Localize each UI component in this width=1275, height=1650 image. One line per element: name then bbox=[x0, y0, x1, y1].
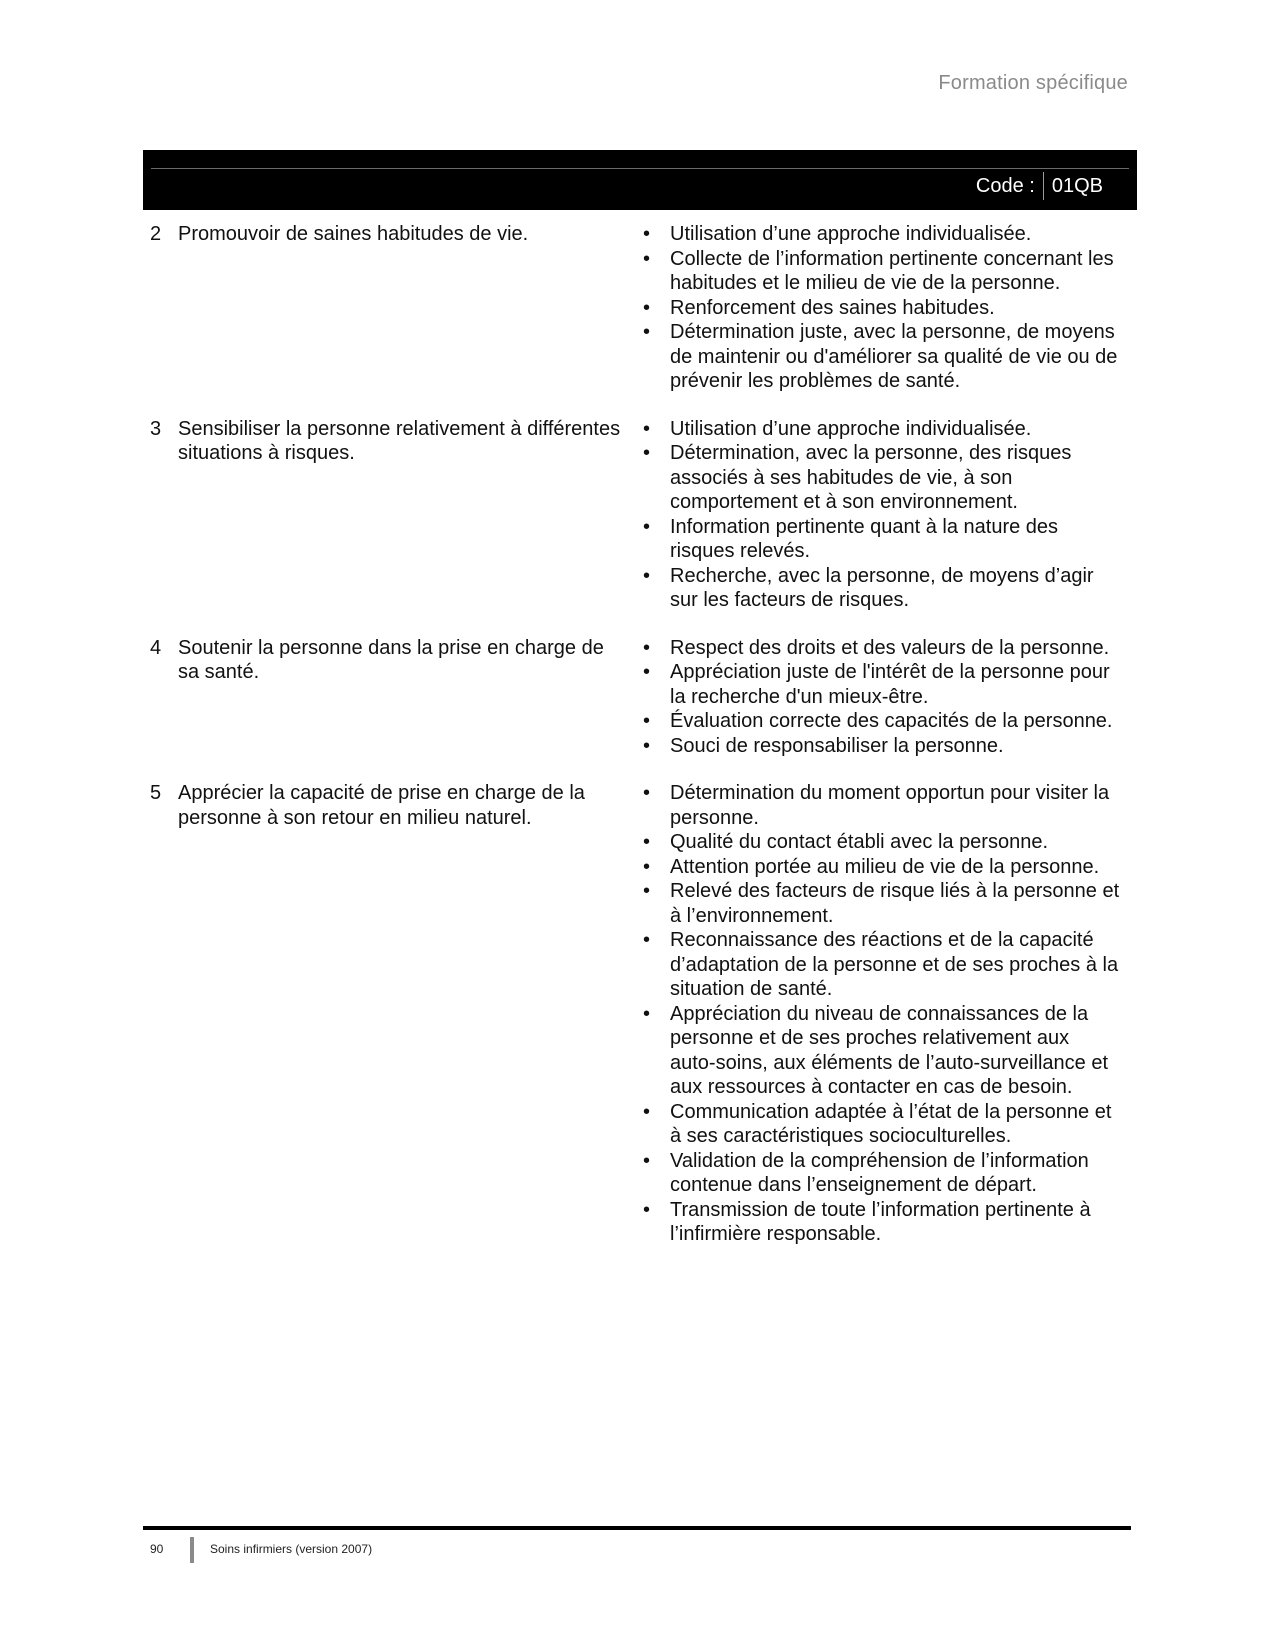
criteria-list bbox=[630, 781, 1120, 1247]
criteria-cell bbox=[630, 636, 1120, 759]
criteria-item: • Information pertinente quant à la nature des risques relevés. bbox=[630, 515, 1120, 564]
criteria-list bbox=[630, 222, 1120, 394]
criteria-item: • Reconnaissance des réactions et de la capacité d’adaptation de la personne et de ses proches à la situation de santé. bbox=[630, 928, 1120, 1002]
criteria-cell bbox=[630, 222, 1120, 394]
code-bar bbox=[143, 150, 1137, 210]
elements-criteria-table bbox=[150, 222, 1140, 1270]
element-cell bbox=[150, 781, 630, 1247]
criteria-item: • Détermination juste, avec la personne, de moyens de maintenir ou d'améliorer sa qualité de vie ou de prévenir les problèmes de santé. bbox=[630, 320, 1120, 394]
criteria-item: • Respect des droits et des valeurs de la personne. bbox=[630, 636, 1120, 661]
table-row bbox=[150, 781, 1140, 1247]
footer-rule bbox=[143, 1526, 1131, 1530]
criteria-item: • Recherche, avec la personne, de moyens d’agir sur les facteurs de risques. bbox=[630, 564, 1120, 613]
criteria-item: • Qualité du contact établi avec la personne. bbox=[630, 830, 1120, 855]
element-text: Sensibiliser la personne relativement à différentes situations à risques. bbox=[178, 417, 621, 464]
code-field bbox=[976, 170, 1109, 202]
criteria-item: • Utilisation d’une approche individualisée. bbox=[630, 222, 1120, 247]
element-cell bbox=[150, 222, 630, 394]
element-cell bbox=[150, 417, 630, 613]
element-cell bbox=[150, 636, 630, 759]
table-row bbox=[150, 222, 1140, 394]
criteria-item: • Détermination, avec la personne, des risques associés à ses habitudes de vie, à son comportement et à son environnement. bbox=[630, 441, 1120, 515]
criteria-item: • Appréciation juste de l'intérêt de la personne pour la recherche d'un mieux-être. bbox=[630, 660, 1120, 709]
criteria-item: • Utilisation d’une approche individualisée. bbox=[630, 417, 1120, 442]
criteria-cell bbox=[630, 417, 1120, 613]
page-header-title: Formation spécifique bbox=[938, 72, 1128, 94]
element-number: 5 bbox=[150, 782, 162, 804]
criteria-item: • Attention portée au milieu de vie de la personne. bbox=[630, 855, 1120, 880]
table-row bbox=[150, 417, 1140, 613]
criteria-item: • Transmission de toute l’information pertinente à l’infirmière responsable. bbox=[630, 1198, 1120, 1247]
element-text: Soutenir la personne dans la prise en charge de sa santé. bbox=[178, 636, 604, 683]
criteria-item: • Détermination du moment opportun pour visiter la personne. bbox=[630, 781, 1120, 830]
page-number: 90 bbox=[150, 1542, 164, 1556]
element-text: Apprécier la capacité de prise en charge de la personne à son retour en milieu naturel. bbox=[178, 782, 585, 829]
element-text: Promouvoir de saines habitudes de vie. bbox=[178, 223, 529, 245]
criteria-item: • Renforcement des saines habitudes. bbox=[630, 296, 1120, 321]
code-bar-divider bbox=[151, 168, 1129, 169]
code-value: 01QB bbox=[1043, 172, 1109, 200]
code-label: Code : bbox=[975, 174, 1035, 197]
criteria-item: • Souci de responsabiliser la personne. bbox=[630, 734, 1120, 759]
criteria-item: • Communication adaptée à l’état de la personne et à ses caractéristiques socioculturelles. bbox=[630, 1100, 1120, 1149]
criteria-cell bbox=[630, 781, 1120, 1247]
criteria-item: • Évaluation correcte des capacités de la personne. bbox=[630, 709, 1120, 734]
criteria-item: • Relevé des facteurs de risque liés à la personne et à l’environnement. bbox=[630, 879, 1120, 928]
footer-title: Soins infirmiers (version 2007) bbox=[210, 1542, 373, 1556]
element-number: 4 bbox=[150, 636, 162, 659]
footer-separator bbox=[190, 1537, 194, 1563]
element-number: 2 bbox=[150, 223, 162, 245]
criteria-list bbox=[630, 636, 1120, 759]
criteria-item: • Appréciation du niveau de connaissances de la personne et de ses proches relativement aux auto-soins, aux éléments de l’auto-surveillance et aux ressources à contacter en cas de besoin. bbox=[630, 1002, 1120, 1100]
table-row bbox=[150, 636, 1140, 759]
criteria-item: • Collecte de l’information pertinente concernant les habitudes et le milieu de vie de la personne. bbox=[630, 247, 1120, 296]
criteria-list bbox=[630, 417, 1120, 613]
element-number: 3 bbox=[150, 417, 162, 440]
criteria-item: • Validation de la compréhension de l’information contenue dans l’enseignement de départ. bbox=[630, 1149, 1120, 1198]
